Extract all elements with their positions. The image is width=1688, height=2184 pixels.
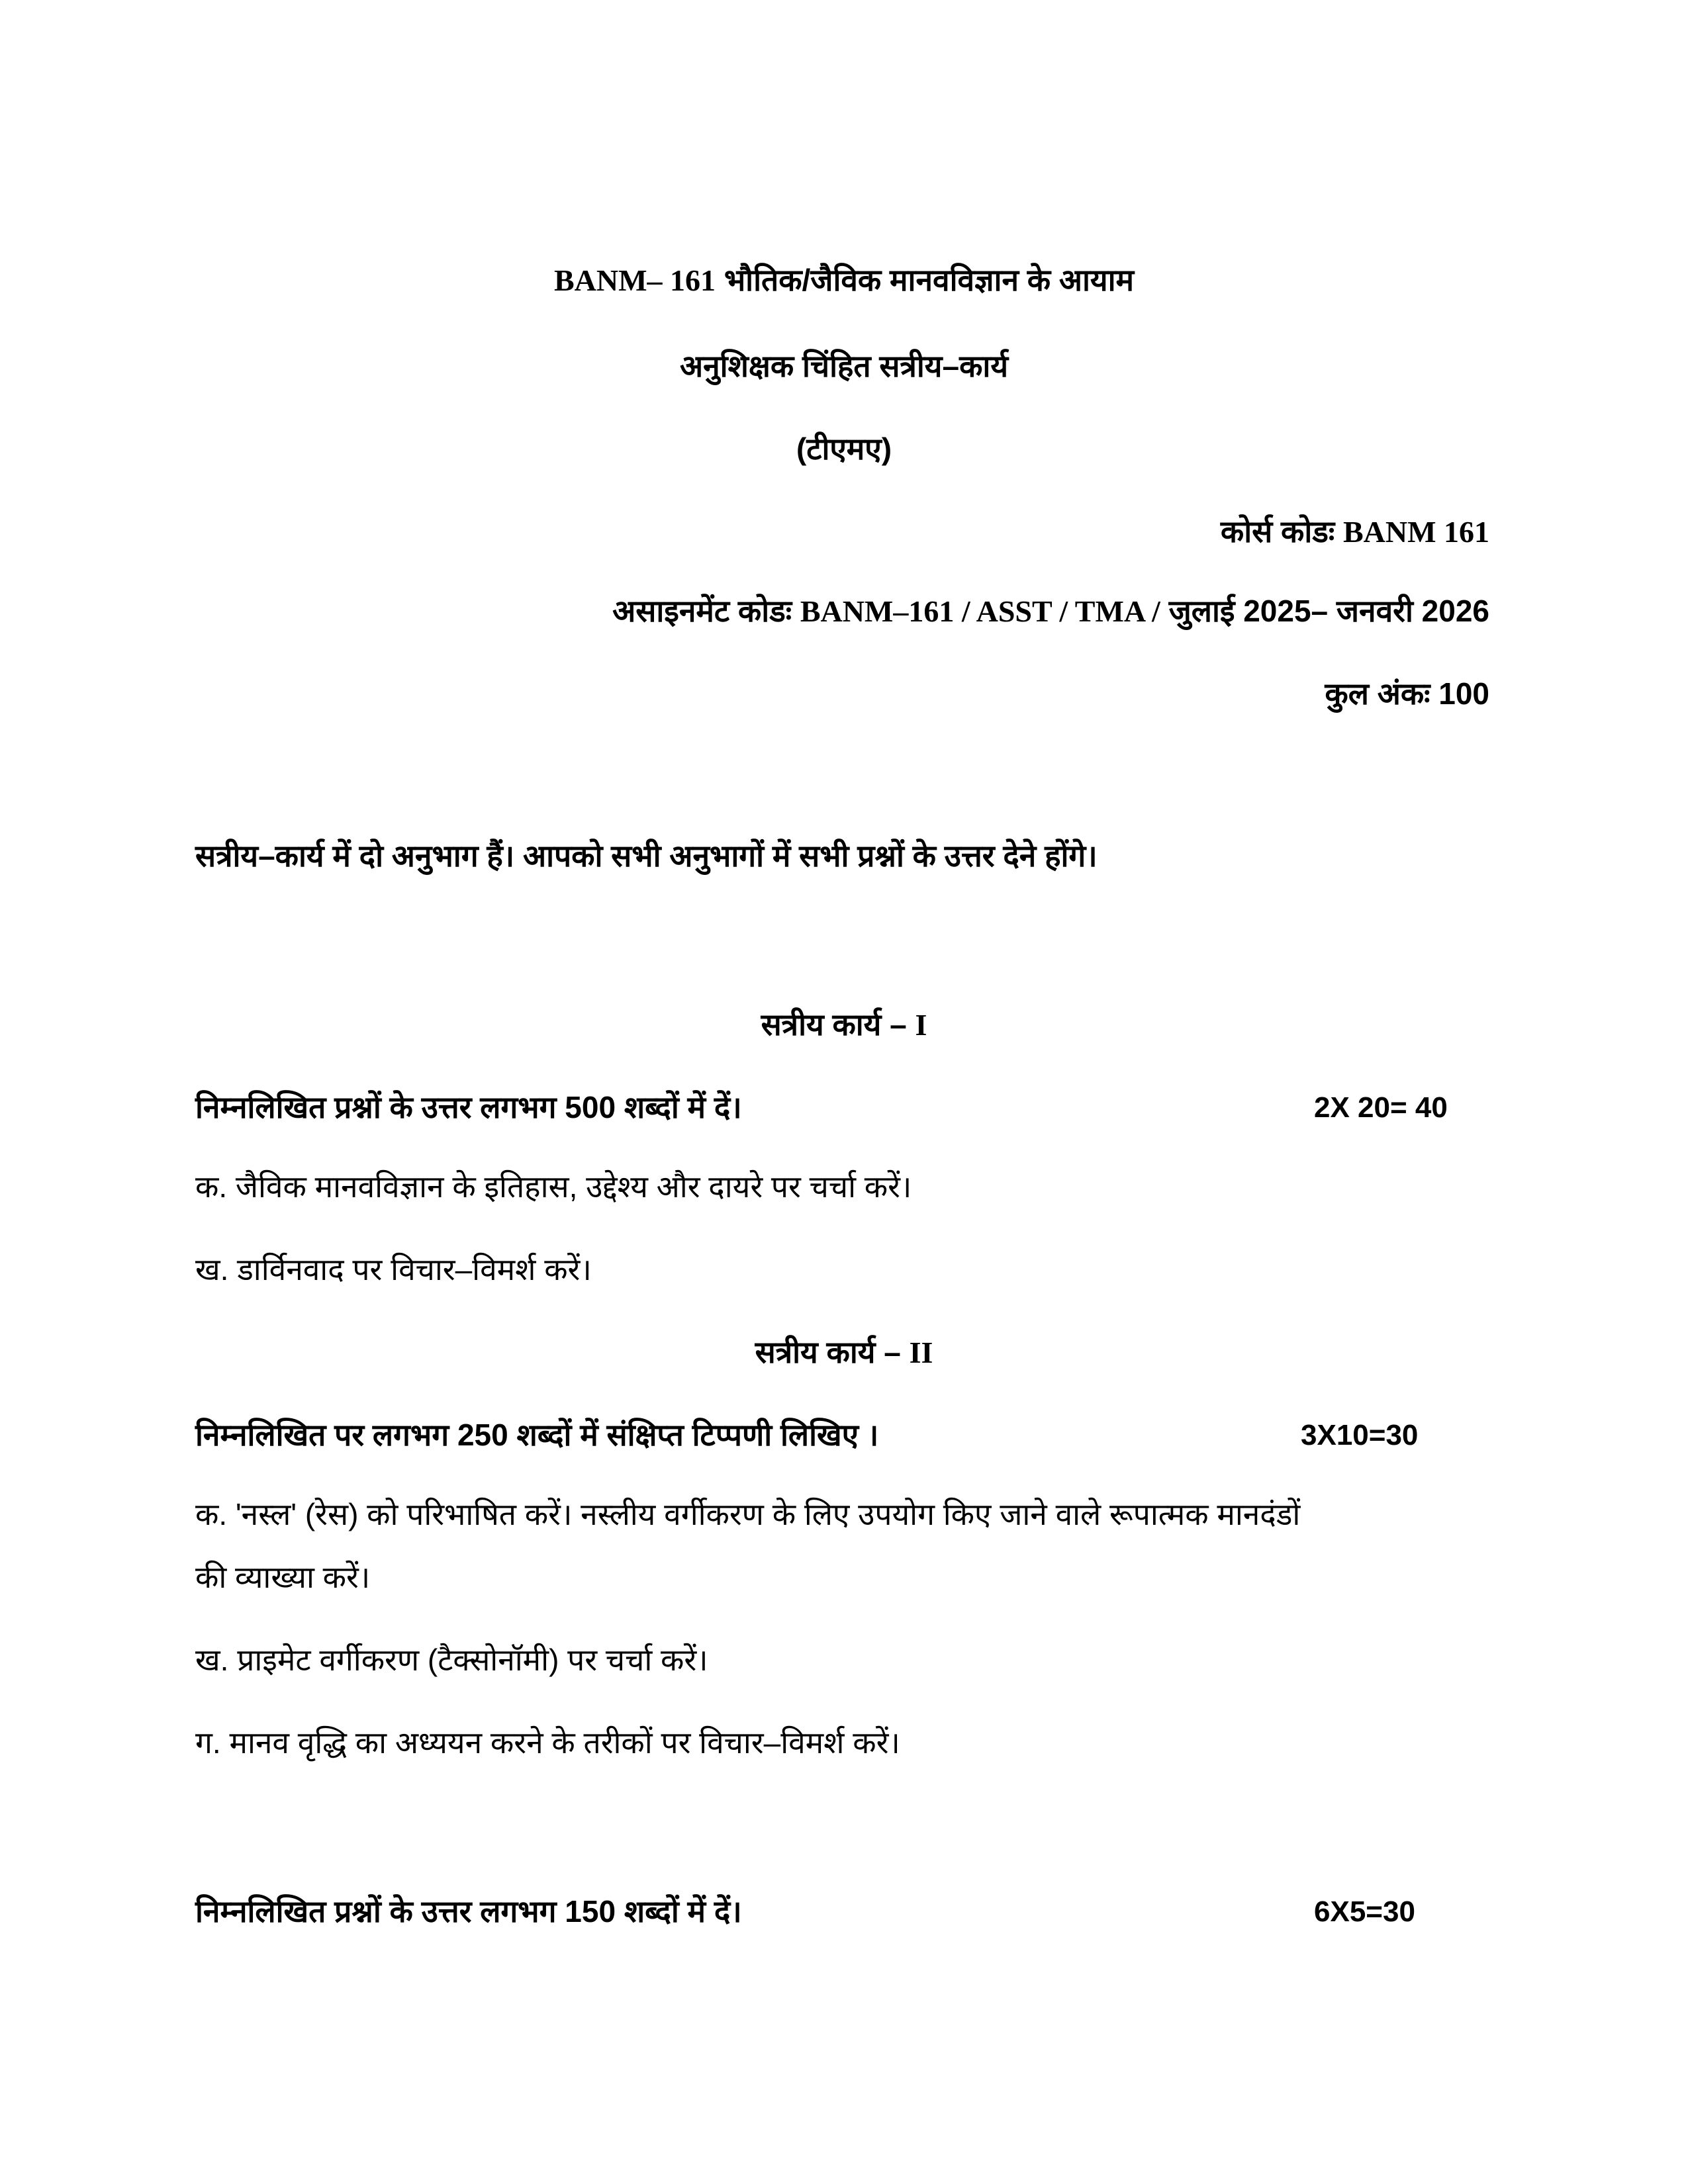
general-instructions: सत्रीय–कार्य में दो अनुभाग हैं। आपको सभी अनुभागों में सभी प्रश्नों के उत्तर देने होंगे। — [195, 839, 1098, 873]
total-marks-label: कुल अंकः — [1325, 676, 1430, 711]
section-1-instruction: निम्नलिखित प्रश्नों के उत्तर लगभग 500 शब्दों में दें। — [195, 1090, 742, 1124]
assignment-code-label: असाइनमेंट कोडः — [612, 594, 792, 628]
document-abbr: (टीएमए) — [796, 432, 892, 466]
course-code — [1221, 516, 1489, 547]
section-heading-1-roman: I — [915, 1008, 927, 1042]
total-marks-value: 100 — [1438, 676, 1489, 711]
question-2-kha: ख. प्राइमेट वर्गीकरण (टैक्सोनॉमी) पर चर्चा करें। — [195, 1643, 708, 1677]
question-2-ga: ग. मानव वृद्धि का अध्ययन करने के तरीकों पर विचार–विमर्श करें। — [195, 1725, 900, 1760]
section-2-instruction-1: निम्नलिखित पर लगभग 250 शब्दों में संक्षिप्त टिप्पणी लिखिए । — [195, 1418, 879, 1452]
course-code-title: BANM– 161 — [553, 263, 716, 297]
question-1-ka: क. जैविक मानवविज्ञान के इतिहास, उद्देश्य और दायरे पर चर्चा करें। — [195, 1169, 912, 1204]
section-heading-2-hi: सत्रीय कार्य – — [755, 1335, 901, 1369]
section-2-marks-1: 3X10=30 — [1301, 1419, 1419, 1451]
section-1-marks: 2X 20= 40 — [1314, 1091, 1448, 1124]
section-2-marks-2: 6X5=30 — [1314, 1895, 1415, 1928]
section-heading-2-roman: II — [909, 1336, 933, 1369]
assignment-code-value: BANM–161 / ASST / TMA / — [800, 594, 1160, 628]
course-name-title: भौतिक/जैविक मानवविज्ञान के आयाम — [724, 263, 1134, 297]
section-heading-2 — [0, 1337, 1688, 1368]
question-1-kha: ख. डार्विनवाद पर विचार–विमर्श करें। — [195, 1252, 592, 1287]
question-2-ka-cont: की व्याख्या करें। — [195, 1560, 371, 1594]
document-subtitle: अनुशिक्षक चिंहित सत्रीय–कार्य — [679, 349, 1008, 383]
section-heading-1 — [0, 1009, 1688, 1040]
assignment-session: जुलाई 2025– जनवरी 2026 — [1168, 594, 1489, 628]
course-code-label: कोर्स कोडः — [1220, 514, 1335, 549]
section-heading-1-hi: सत्रीय कार्य – — [761, 1007, 907, 1042]
document-title — [0, 265, 1688, 296]
total-marks — [1325, 678, 1489, 709]
question-2-ka: क. 'नस्ल' (रेस) को परिभाषित करें। नस्लीय वर्गीकरण के लिए उपयोग किए जाने वाले रूपात्मक मानदंडों — [195, 1497, 1301, 1531]
section-2-instruction-2: निम्नलिखित प्रश्नों के उत्तर लगभग 150 शब्दों में दें। — [195, 1894, 742, 1929]
course-code-value: BANM 161 — [1342, 515, 1489, 549]
assignment-code — [612, 596, 1489, 627]
